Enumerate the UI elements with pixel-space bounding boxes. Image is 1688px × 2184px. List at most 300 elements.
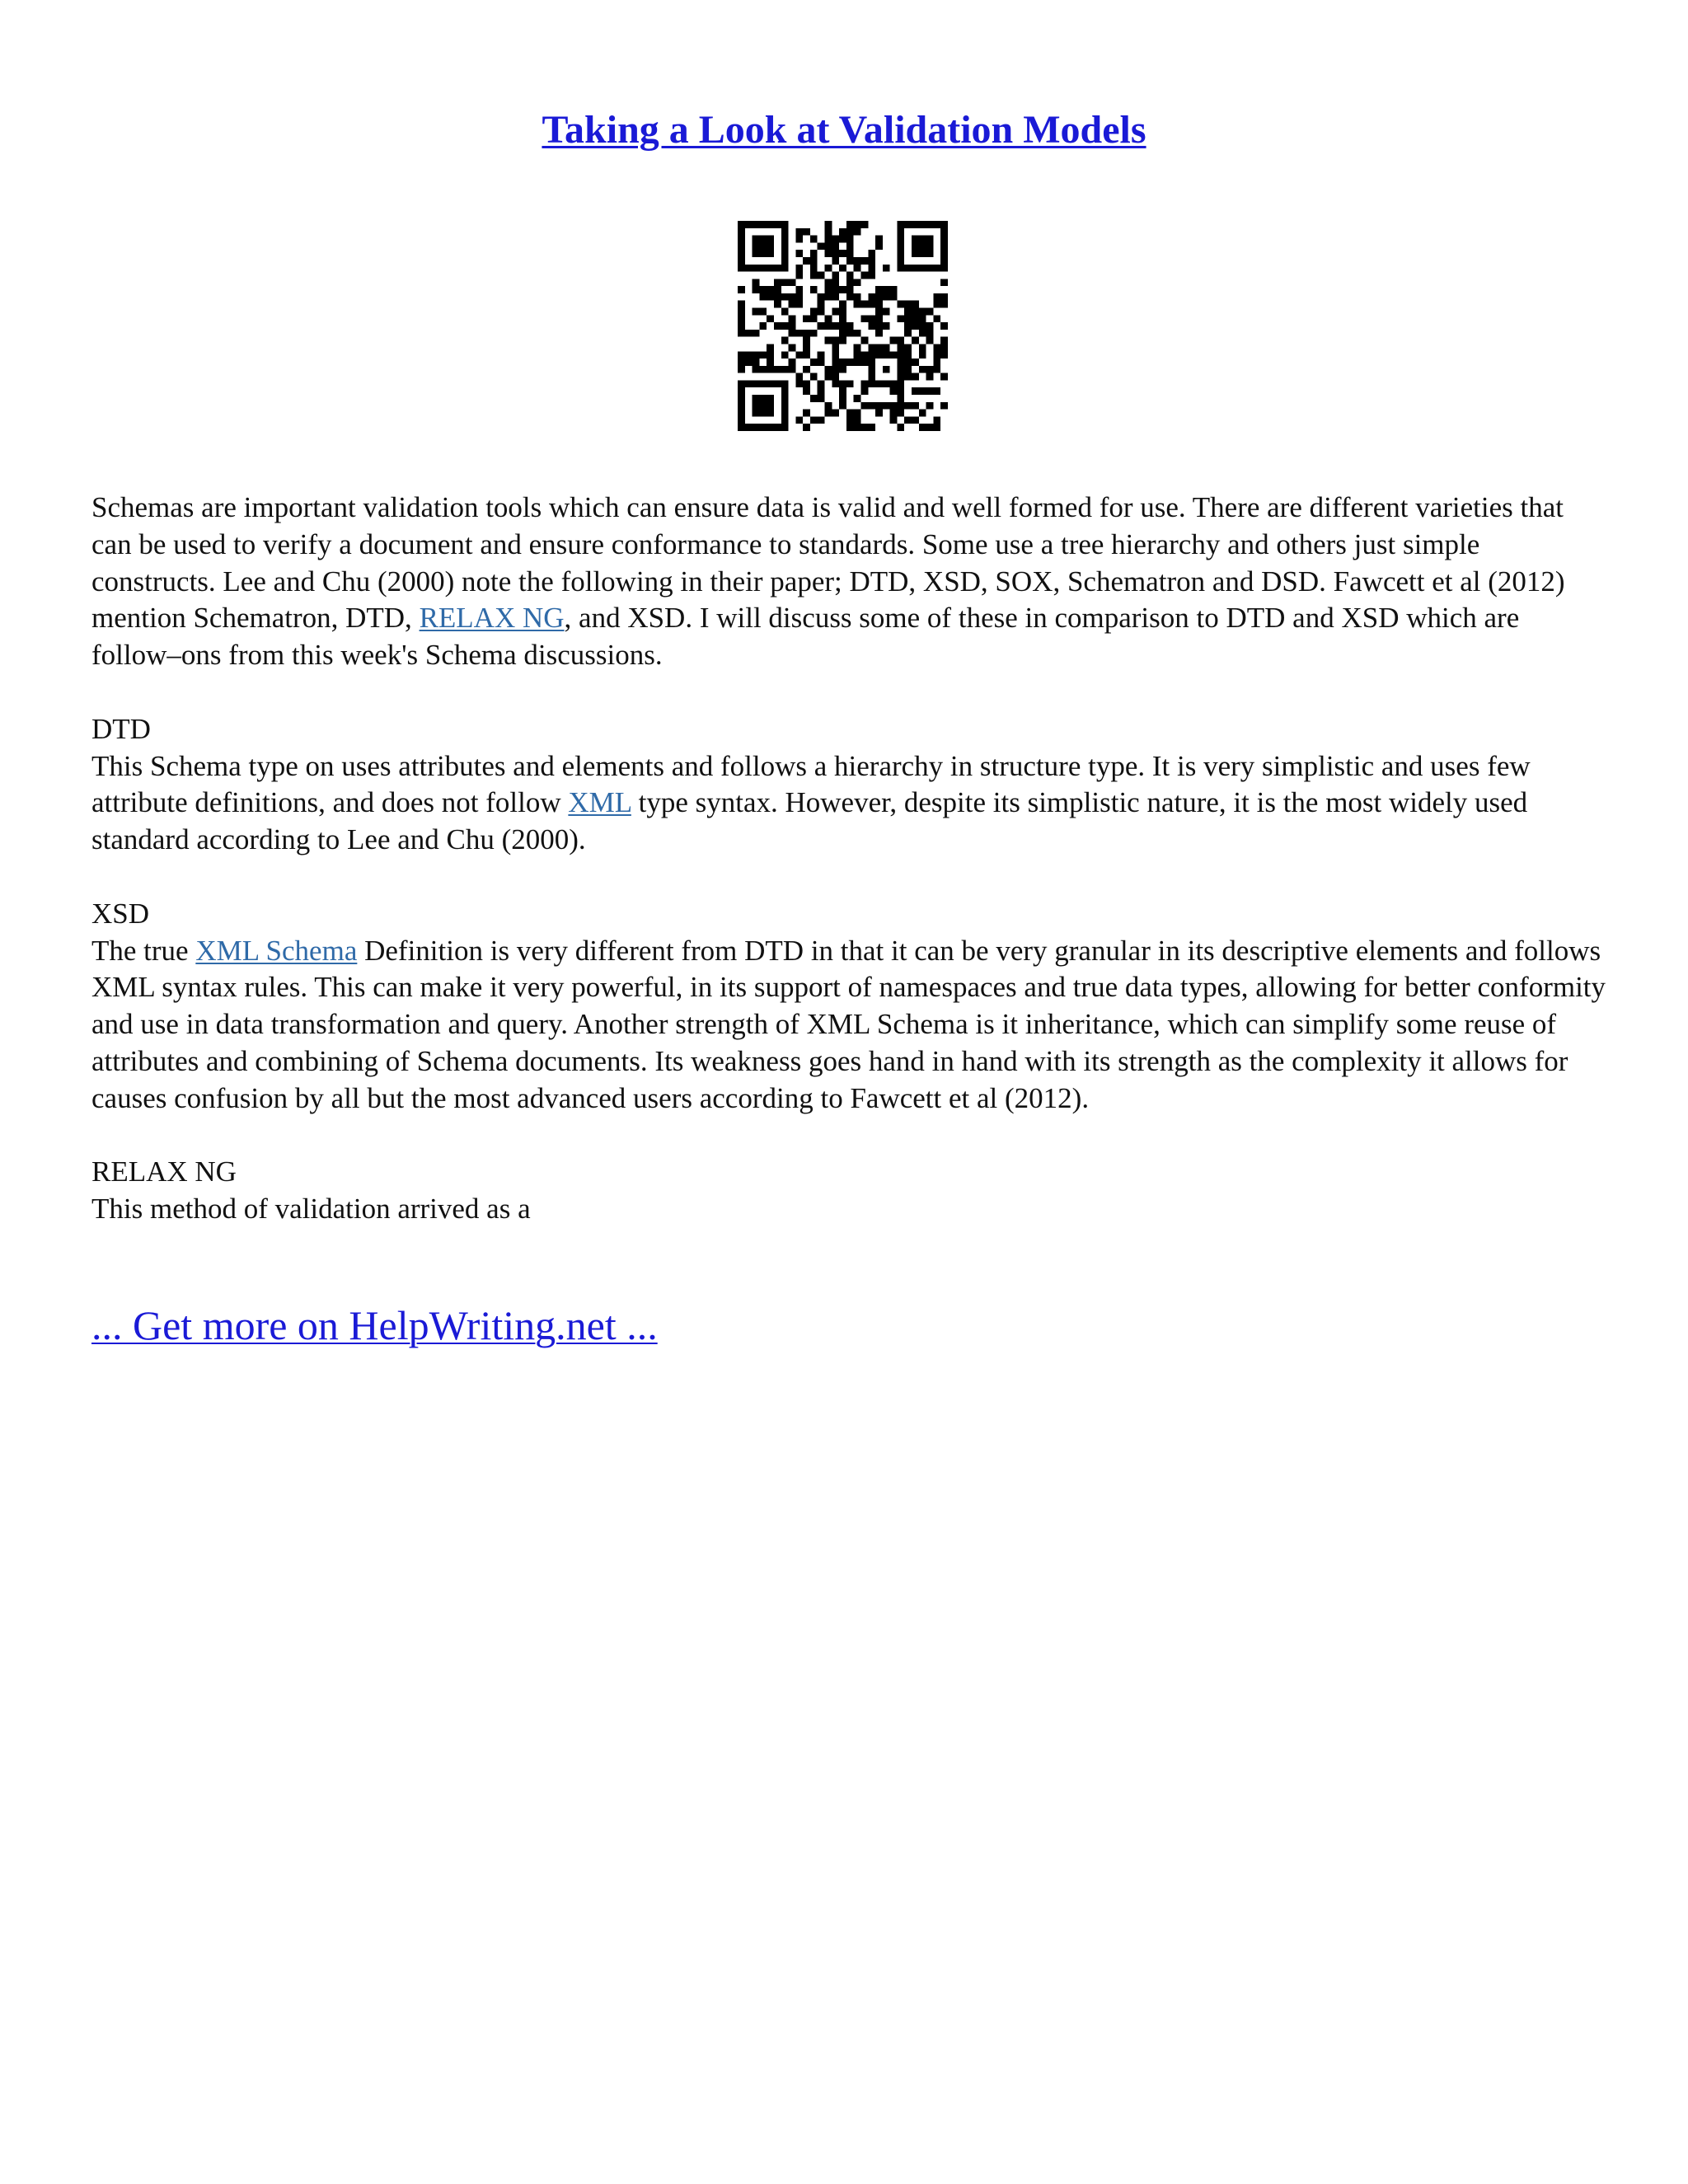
qr-module bbox=[767, 344, 774, 351]
qr-module bbox=[854, 395, 861, 402]
qr-module bbox=[897, 387, 904, 395]
qr-module bbox=[868, 366, 875, 373]
qr-module bbox=[868, 293, 875, 301]
qr-module bbox=[818, 416, 825, 424]
qr-module bbox=[854, 265, 861, 272]
qr-module bbox=[825, 373, 832, 381]
xsd-heading: XSD bbox=[91, 897, 150, 930]
qr-module bbox=[789, 359, 796, 366]
qr-module bbox=[919, 221, 926, 228]
qr-module bbox=[767, 221, 774, 228]
qr-module bbox=[839, 236, 846, 243]
qr-module bbox=[738, 257, 745, 265]
qr-module bbox=[767, 410, 774, 417]
qr-module bbox=[897, 236, 904, 243]
qr-module bbox=[810, 286, 818, 293]
qr-module bbox=[883, 366, 890, 373]
qr-module bbox=[759, 380, 767, 387]
qr-module bbox=[810, 315, 818, 322]
qr-module bbox=[854, 424, 861, 431]
qr-module bbox=[781, 228, 789, 236]
qr-module bbox=[890, 416, 898, 424]
qr-module bbox=[940, 228, 948, 236]
qr-module bbox=[803, 330, 810, 337]
qr-module bbox=[897, 402, 904, 410]
qr-module bbox=[781, 293, 789, 301]
qr-module bbox=[774, 301, 781, 308]
qr-module bbox=[940, 337, 948, 344]
qr-module bbox=[753, 279, 760, 286]
qr-module bbox=[759, 395, 767, 402]
qr-module bbox=[745, 265, 753, 272]
qr-module bbox=[868, 322, 875, 330]
qr-module bbox=[753, 265, 760, 272]
qr-module bbox=[832, 410, 839, 417]
qr-module bbox=[767, 395, 774, 402]
qr-module bbox=[789, 315, 796, 322]
qr-module bbox=[753, 351, 760, 359]
qr-module bbox=[753, 380, 760, 387]
qr-module bbox=[774, 286, 781, 293]
qr-module bbox=[774, 265, 781, 272]
qr-module bbox=[846, 416, 854, 424]
qr-module bbox=[781, 265, 789, 272]
qr-module bbox=[912, 416, 919, 424]
qr-module bbox=[789, 330, 796, 337]
qr-code-image bbox=[738, 221, 948, 431]
qr-module bbox=[803, 387, 810, 395]
qr-module bbox=[860, 387, 868, 395]
qr-module bbox=[825, 293, 832, 301]
qr-module bbox=[832, 344, 839, 351]
qr-module bbox=[904, 373, 912, 381]
qr-module bbox=[875, 236, 883, 243]
qr-module bbox=[745, 221, 753, 228]
qr-module bbox=[854, 416, 861, 424]
qr-module bbox=[926, 424, 934, 431]
qr-module bbox=[738, 301, 745, 308]
qr-module bbox=[897, 351, 904, 359]
qr-module bbox=[839, 286, 846, 293]
qr-module bbox=[926, 221, 934, 228]
qr-module bbox=[839, 395, 846, 402]
get-more-link[interactable]: ... Get more on HelpWriting.net ... bbox=[91, 1302, 658, 1348]
qr-module bbox=[818, 387, 825, 395]
qr-module bbox=[933, 301, 940, 308]
qr-module bbox=[738, 424, 745, 431]
qr-module bbox=[745, 330, 753, 337]
qr-module bbox=[738, 308, 745, 316]
qr-module bbox=[781, 395, 789, 402]
qr-module bbox=[825, 221, 832, 228]
qr-module bbox=[818, 272, 825, 279]
qr-module bbox=[919, 315, 926, 322]
qr-module bbox=[818, 351, 825, 359]
qr-module bbox=[753, 402, 760, 410]
qr-module bbox=[860, 380, 868, 387]
page-title bbox=[0, 105, 1688, 155]
qr-module bbox=[832, 272, 839, 279]
qr-module bbox=[912, 359, 919, 366]
qr-module bbox=[781, 250, 789, 257]
qr-module bbox=[781, 402, 789, 410]
qr-module bbox=[940, 293, 948, 301]
qr-module bbox=[883, 380, 890, 387]
qr-module bbox=[912, 337, 919, 344]
qr-module bbox=[933, 265, 940, 272]
qr-module bbox=[897, 410, 904, 417]
qr-module bbox=[767, 315, 774, 322]
qr-module bbox=[825, 236, 832, 243]
qr-module bbox=[803, 337, 810, 344]
qr-module bbox=[781, 366, 789, 373]
qr-module bbox=[897, 424, 904, 431]
qr-module bbox=[832, 366, 839, 373]
qr-module bbox=[926, 265, 934, 272]
qr-module bbox=[912, 387, 919, 395]
qr-module bbox=[832, 236, 839, 243]
qr-module bbox=[919, 250, 926, 257]
qr-module bbox=[919, 242, 926, 250]
qr-module bbox=[825, 402, 832, 410]
qr-module bbox=[818, 242, 825, 250]
qr-module bbox=[825, 286, 832, 293]
qr-module bbox=[904, 221, 912, 228]
qr-module bbox=[868, 315, 875, 322]
qr-module bbox=[875, 301, 883, 308]
qr-module bbox=[860, 359, 868, 366]
qr-module bbox=[832, 250, 839, 257]
qr-module bbox=[912, 236, 919, 243]
qr-module bbox=[832, 279, 839, 286]
qr-module bbox=[839, 322, 846, 330]
qr-module bbox=[933, 351, 940, 359]
qr-module bbox=[753, 366, 760, 373]
xml-link[interactable]: XML bbox=[568, 786, 631, 819]
qr-module bbox=[839, 301, 846, 308]
qr-module bbox=[868, 373, 875, 381]
qr-module bbox=[795, 330, 803, 337]
qr-module bbox=[810, 308, 818, 316]
qr-module bbox=[795, 286, 803, 293]
qr-module bbox=[890, 410, 898, 417]
qr-module bbox=[781, 337, 789, 344]
qr-module bbox=[803, 351, 810, 359]
qr-module bbox=[738, 416, 745, 424]
qr-module bbox=[832, 308, 839, 316]
qr-module bbox=[759, 221, 767, 228]
qr-module bbox=[818, 322, 825, 330]
qr-module bbox=[803, 228, 810, 236]
qr-module bbox=[897, 301, 904, 308]
qr-module bbox=[753, 250, 760, 257]
qr-module bbox=[738, 395, 745, 402]
qr-module bbox=[846, 272, 854, 279]
qr-module bbox=[738, 402, 745, 410]
qr-module bbox=[803, 344, 810, 351]
qr-module bbox=[897, 373, 904, 381]
qr-module bbox=[781, 351, 789, 359]
qr-module bbox=[883, 402, 890, 410]
paragraph-spacer bbox=[91, 859, 1608, 896]
qr-module bbox=[832, 337, 839, 344]
qr-module bbox=[810, 250, 818, 257]
qr-module bbox=[774, 293, 781, 301]
qr-module bbox=[912, 265, 919, 272]
qr-module bbox=[897, 359, 904, 366]
qr-module bbox=[753, 221, 760, 228]
qr-module bbox=[912, 402, 919, 410]
qr-module bbox=[832, 257, 839, 265]
qr-module bbox=[846, 228, 854, 236]
qr-module bbox=[868, 380, 875, 387]
qr-module bbox=[875, 410, 883, 417]
qr-module bbox=[897, 265, 904, 272]
qr-module bbox=[933, 293, 940, 301]
qr-module bbox=[789, 322, 796, 330]
qr-module bbox=[767, 265, 774, 272]
xml-schema-link[interactable]: XML Schema bbox=[195, 934, 358, 967]
qr-module bbox=[875, 344, 883, 351]
qr-module bbox=[897, 337, 904, 344]
qr-module bbox=[933, 315, 940, 322]
qr-module bbox=[940, 221, 948, 228]
qr-module bbox=[781, 387, 789, 395]
qr-module bbox=[738, 250, 745, 257]
qr-module bbox=[738, 315, 745, 322]
qr-module bbox=[781, 416, 789, 424]
qr-module bbox=[738, 410, 745, 417]
qr-module bbox=[940, 373, 948, 381]
title-link[interactable]: Taking a Look at Validation Models bbox=[542, 108, 1146, 152]
qr-module bbox=[832, 380, 839, 387]
qr-module bbox=[738, 387, 745, 395]
qr-module bbox=[846, 322, 854, 330]
qr-module bbox=[803, 315, 810, 322]
qr-module bbox=[875, 322, 883, 330]
qr-module bbox=[818, 293, 825, 301]
qr-module bbox=[868, 257, 875, 265]
qr-module bbox=[789, 301, 796, 308]
qr-module bbox=[854, 221, 861, 228]
qr-module bbox=[868, 344, 875, 351]
relax-ng-paragraph: This method of validation arrived as a bbox=[91, 1193, 531, 1226]
qr-module bbox=[912, 250, 919, 257]
qr-module bbox=[738, 286, 745, 293]
qr-code bbox=[738, 221, 948, 431]
qr-module bbox=[753, 308, 760, 316]
relax-ng-link[interactable]: RELAX NG bbox=[419, 602, 565, 635]
qr-module bbox=[904, 416, 912, 424]
qr-module bbox=[926, 330, 934, 337]
qr-module bbox=[825, 265, 832, 272]
qr-module bbox=[904, 359, 912, 366]
qr-module bbox=[781, 308, 789, 316]
qr-module bbox=[825, 279, 832, 286]
qr-module bbox=[738, 322, 745, 330]
paragraph-spacer bbox=[91, 1118, 1608, 1155]
qr-module bbox=[795, 416, 803, 424]
qr-module bbox=[868, 402, 875, 410]
qr-module bbox=[753, 395, 760, 402]
qr-module bbox=[860, 424, 868, 431]
qr-module bbox=[795, 228, 803, 236]
qr-module bbox=[854, 359, 861, 366]
qr-module bbox=[795, 272, 803, 279]
qr-module bbox=[883, 293, 890, 301]
qr-module bbox=[839, 387, 846, 395]
qr-module bbox=[904, 402, 912, 410]
article-body bbox=[91, 490, 1608, 1228]
qr-module bbox=[854, 410, 861, 417]
qr-module bbox=[940, 265, 948, 272]
qr-module bbox=[868, 272, 875, 279]
qr-module bbox=[795, 351, 803, 359]
qr-module bbox=[926, 373, 934, 381]
qr-module bbox=[926, 308, 934, 316]
qr-module bbox=[919, 330, 926, 337]
qr-module bbox=[926, 242, 934, 250]
qr-module bbox=[795, 301, 803, 308]
qr-module bbox=[745, 380, 753, 387]
qr-module bbox=[897, 250, 904, 257]
qr-module bbox=[846, 279, 854, 286]
qr-module bbox=[846, 380, 854, 387]
qr-module bbox=[767, 242, 774, 250]
qr-module bbox=[839, 228, 846, 236]
qr-module bbox=[832, 242, 839, 250]
qr-module bbox=[738, 366, 745, 373]
qr-module bbox=[926, 402, 934, 410]
qr-module bbox=[795, 236, 803, 243]
qr-module bbox=[883, 308, 890, 316]
qr-module bbox=[839, 359, 846, 366]
qr-module bbox=[789, 344, 796, 351]
qr-module bbox=[767, 293, 774, 301]
qr-module bbox=[767, 286, 774, 293]
qr-module bbox=[795, 250, 803, 257]
qr-module bbox=[897, 315, 904, 322]
qr-module bbox=[919, 366, 926, 373]
qr-module bbox=[846, 293, 854, 301]
qr-module bbox=[860, 257, 868, 265]
qr-module bbox=[839, 330, 846, 337]
qr-module bbox=[767, 351, 774, 359]
qr-module bbox=[912, 301, 919, 308]
qr-module bbox=[839, 380, 846, 387]
qr-module bbox=[753, 330, 760, 337]
qr-module bbox=[854, 228, 861, 236]
qr-module bbox=[839, 315, 846, 322]
qr-module bbox=[875, 351, 883, 359]
qr-module bbox=[767, 236, 774, 243]
qr-module bbox=[940, 344, 948, 351]
qr-module bbox=[781, 380, 789, 387]
qr-module bbox=[912, 308, 919, 316]
qr-module bbox=[940, 301, 948, 308]
qr-module bbox=[818, 395, 825, 402]
qr-module bbox=[738, 330, 745, 337]
intro-text-after: , and XSD. I will discuss some of these in comparison to DTD and XSD which are follow–ons from this week's Schema discussions. bbox=[91, 602, 1520, 672]
qr-module bbox=[846, 257, 854, 265]
qr-module bbox=[868, 359, 875, 366]
qr-module bbox=[825, 322, 832, 330]
relax-ng-heading: RELAX NG bbox=[91, 1155, 237, 1188]
qr-module bbox=[926, 236, 934, 243]
qr-module bbox=[904, 315, 912, 322]
qr-module bbox=[810, 265, 818, 272]
qr-module bbox=[839, 366, 846, 373]
qr-module bbox=[832, 293, 839, 301]
qr-module bbox=[846, 359, 854, 366]
dtd-heading: DTD bbox=[91, 712, 151, 745]
qr-module bbox=[890, 380, 898, 387]
qr-module bbox=[753, 424, 760, 431]
qr-module bbox=[897, 395, 904, 402]
qr-module bbox=[839, 402, 846, 410]
qr-module bbox=[860, 402, 868, 410]
qr-module bbox=[767, 380, 774, 387]
qr-module bbox=[759, 322, 767, 330]
qr-module bbox=[774, 424, 781, 431]
qr-module bbox=[767, 359, 774, 366]
qr-module bbox=[759, 351, 767, 359]
qr-module bbox=[875, 380, 883, 387]
qr-module bbox=[789, 366, 796, 373]
qr-module bbox=[781, 257, 789, 265]
qr-module bbox=[919, 322, 926, 330]
qr-module bbox=[738, 380, 745, 387]
qr-module bbox=[759, 250, 767, 257]
qr-module bbox=[825, 315, 832, 322]
qr-module bbox=[810, 330, 818, 337]
qr-module bbox=[933, 221, 940, 228]
qr-module bbox=[846, 330, 854, 337]
qr-module bbox=[803, 380, 810, 387]
qr-module bbox=[846, 424, 854, 431]
qr-module bbox=[912, 242, 919, 250]
qr-module bbox=[759, 410, 767, 417]
qr-module bbox=[846, 242, 854, 250]
qr-module bbox=[781, 279, 789, 286]
qr-module bbox=[767, 250, 774, 257]
qr-module bbox=[781, 424, 789, 431]
qr-module bbox=[832, 359, 839, 366]
qr-module bbox=[883, 344, 890, 351]
qr-module bbox=[897, 228, 904, 236]
qr-module bbox=[738, 236, 745, 243]
qr-module bbox=[745, 424, 753, 431]
qr-module bbox=[795, 373, 803, 381]
qr-module bbox=[875, 330, 883, 337]
xsd-paragraph bbox=[91, 933, 1608, 1118]
qr-module bbox=[912, 315, 919, 322]
qr-module bbox=[875, 402, 883, 410]
qr-module bbox=[890, 351, 898, 359]
qr-module bbox=[897, 380, 904, 387]
qr-module bbox=[926, 366, 934, 373]
qr-module bbox=[940, 351, 948, 359]
qr-module bbox=[890, 337, 898, 344]
qr-module bbox=[781, 410, 789, 417]
get-more-section bbox=[91, 1301, 658, 1350]
qr-module bbox=[933, 366, 940, 373]
qr-module bbox=[738, 228, 745, 236]
qr-module bbox=[759, 242, 767, 250]
qr-module bbox=[781, 242, 789, 250]
qr-module bbox=[854, 293, 861, 301]
qr-module bbox=[940, 257, 948, 265]
